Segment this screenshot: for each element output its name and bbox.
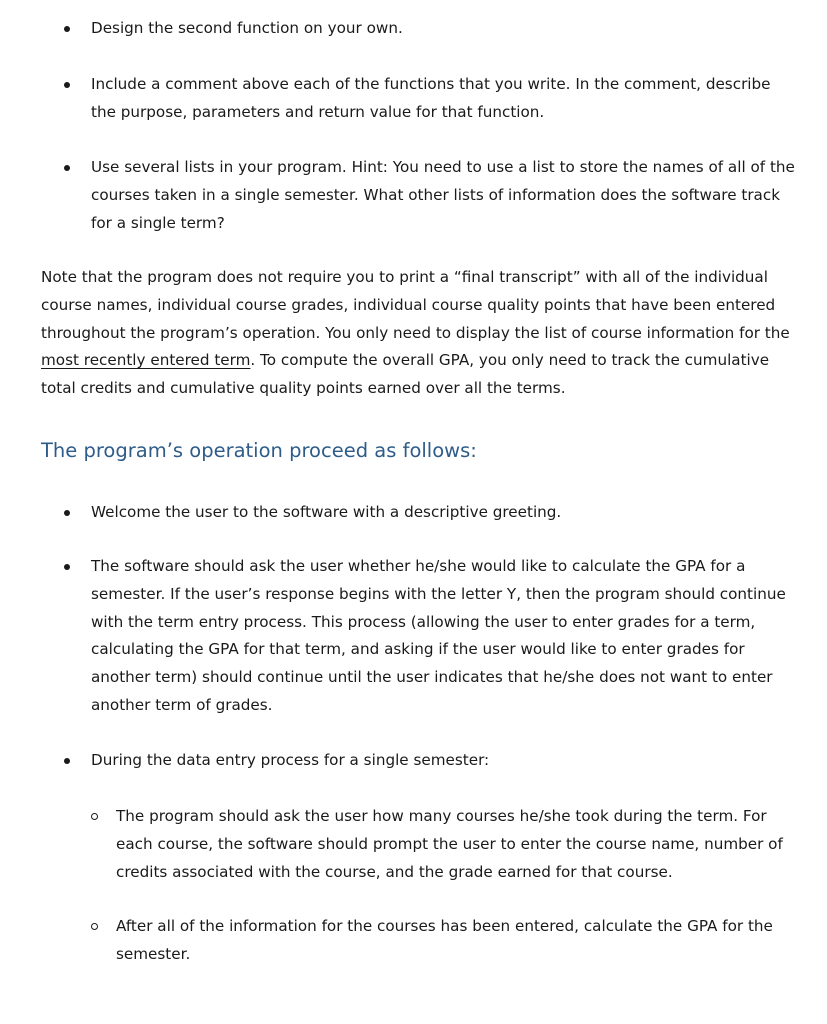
section-heading: The program’s operation proceed as follows: [41, 439, 477, 462]
bullet-icon [64, 758, 70, 764]
sub-list-item [116, 913, 796, 969]
list-item-text: Include a comment above each of the functions that you write. In the comment, describe the purpose, parameters and return value for that function. [91, 75, 771, 121]
hollow-bullet-icon [91, 813, 98, 820]
list-item [91, 15, 796, 43]
note-text-before: Note that the program does not require you to print a “final transcript” with all of the individual course names, individual course grades, individual course quality points that have been entered throughout the program’s operation. You only need to display the list of course information for the [41, 268, 790, 342]
list-item-text: Welcome the user to the software with a descriptive greeting. [91, 503, 562, 521]
list-item-text: Design the second function on your own. [91, 19, 403, 37]
bullet-icon [64, 82, 70, 88]
list-item [91, 154, 796, 237]
bullet-icon [64, 26, 70, 32]
sub-list-item [116, 803, 796, 886]
list-item-text: During the data entry process for a single semester: [91, 751, 490, 769]
list-item [91, 747, 796, 775]
bullet-icon [64, 564, 70, 570]
note-text-after: . To compute the overall GPA, you only need to track the cumulative total credits and cumulative quality points earned over all the terms. [41, 351, 770, 398]
note-underlined-text: most recently entered term [41, 351, 251, 370]
list-item [91, 499, 796, 527]
note-paragraph [41, 264, 801, 403]
list-item [91, 553, 796, 720]
list-item [91, 71, 796, 127]
sub-list-item-text: After all of the information for the courses has been entered, calculate the GPA for the semester. [116, 917, 773, 963]
list-item-text: The software should ask the user whether he/she would like to calculate the GPA for a semester. If the user’s response begins with the letter Y, then the program should continue with the term entry process. This process (allowing the user to enter grades for a term, calculating the GPA for that term, and asking if the user would like to enter grades for another term) should continue until the user indicates that he/she does not want to enter another term of grades. [91, 557, 786, 714]
bullet-icon [64, 510, 70, 516]
hollow-bullet-icon [91, 923, 98, 930]
sub-list-item-text: The program should ask the user how many courses he/she took during the term. For each course, the software should prompt the user to enter the course name, number of credits associated with the course, and the grade earned for that course. [116, 807, 783, 881]
bullet-icon [64, 165, 70, 171]
list-item-text: Use several lists in your program. Hint: You need to use a list to store the names of all of the courses taken in a single semester. What other lists of information does the software track for a single term? [91, 158, 795, 232]
